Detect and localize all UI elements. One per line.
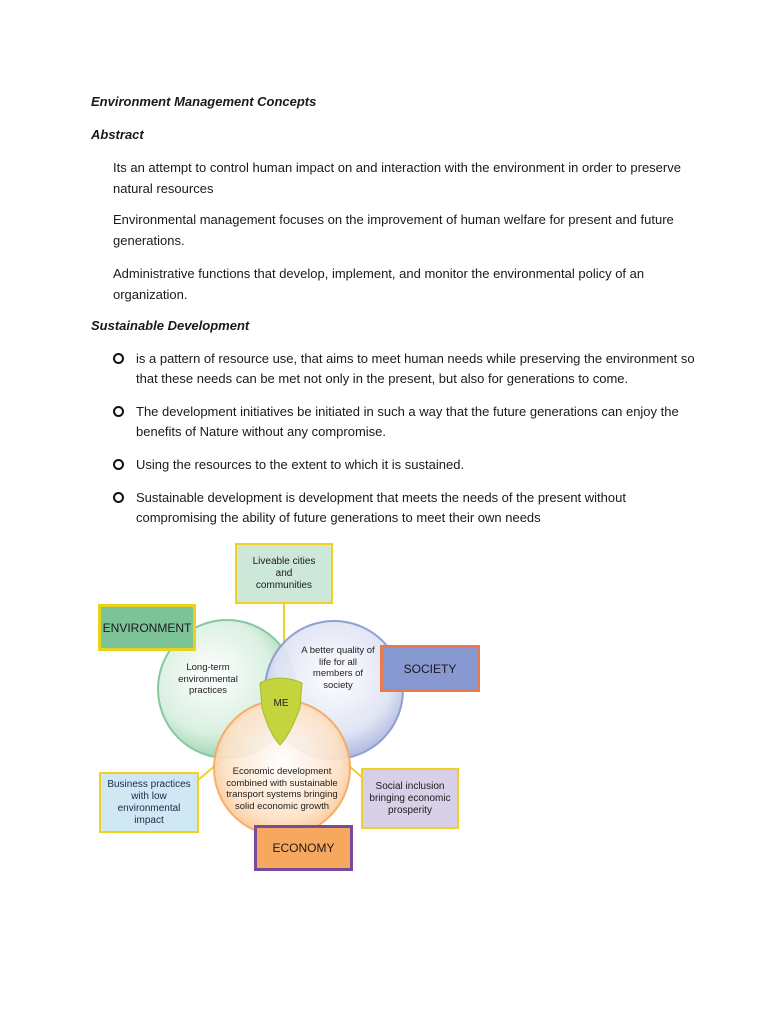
abstract-paragraph-1: Its an attempt to control human impact on and interaction with the environment in order to preserve natural resources [113, 160, 681, 196]
social-inclusion-callout: Social inclusion bringing economic prosperity [361, 768, 459, 829]
environment-label: ENVIRONMENT [98, 604, 196, 651]
bullet-text: is a pattern of resource use, that aims to meet human needs while preserving the environment so that these needs can be met not only in the present, but also for generations to come. [136, 351, 695, 386]
sustainable-heading: Sustainable Development [91, 318, 250, 333]
economy-inner-text: Economic development combined with sustainable transport systems bringing solid economic growth [226, 766, 338, 812]
bullet-circle-icon [113, 406, 124, 417]
bullet-circle-icon [113, 492, 124, 503]
economy-label: ECONOMY [254, 825, 353, 871]
environment-inner-text: Long-term environmental practices [178, 662, 238, 696]
abstract-heading: Abstract [91, 127, 144, 142]
abstract-paragraph-2: Environmental management focuses on the improvement of human welfare for present and future generations. [113, 212, 674, 248]
liveable-cities-callout: Liveable cities and communities [235, 543, 333, 604]
society-label: SOCIETY [380, 645, 480, 692]
bullet-text: The development initiatives be initiated in such a way that the future generations can enjoy the benefits of Nature without any compromise. [136, 404, 679, 439]
document-title: Environment Management Concepts [91, 94, 317, 109]
bullet-circle-icon [113, 459, 124, 470]
sustainability-venn-diagram [90, 540, 490, 880]
business-practices-callout: Business practices with low environmental impact [99, 772, 199, 833]
society-inner-text: A better quality of life for all members of society [301, 645, 375, 691]
bullet-circle-icon [113, 353, 124, 364]
me-label: ME [273, 698, 289, 709]
abstract-paragraph-3: Administrative functions that develop, implement, and monitor the environmental policy of an organization. [113, 266, 645, 302]
bullet-text: Using the resources to the extent to which it is sustained. [136, 457, 465, 472]
bullet-text: Sustainable development is development that meets the needs of the present without compromising the ability of future generations to meet their own needs [136, 490, 626, 525]
